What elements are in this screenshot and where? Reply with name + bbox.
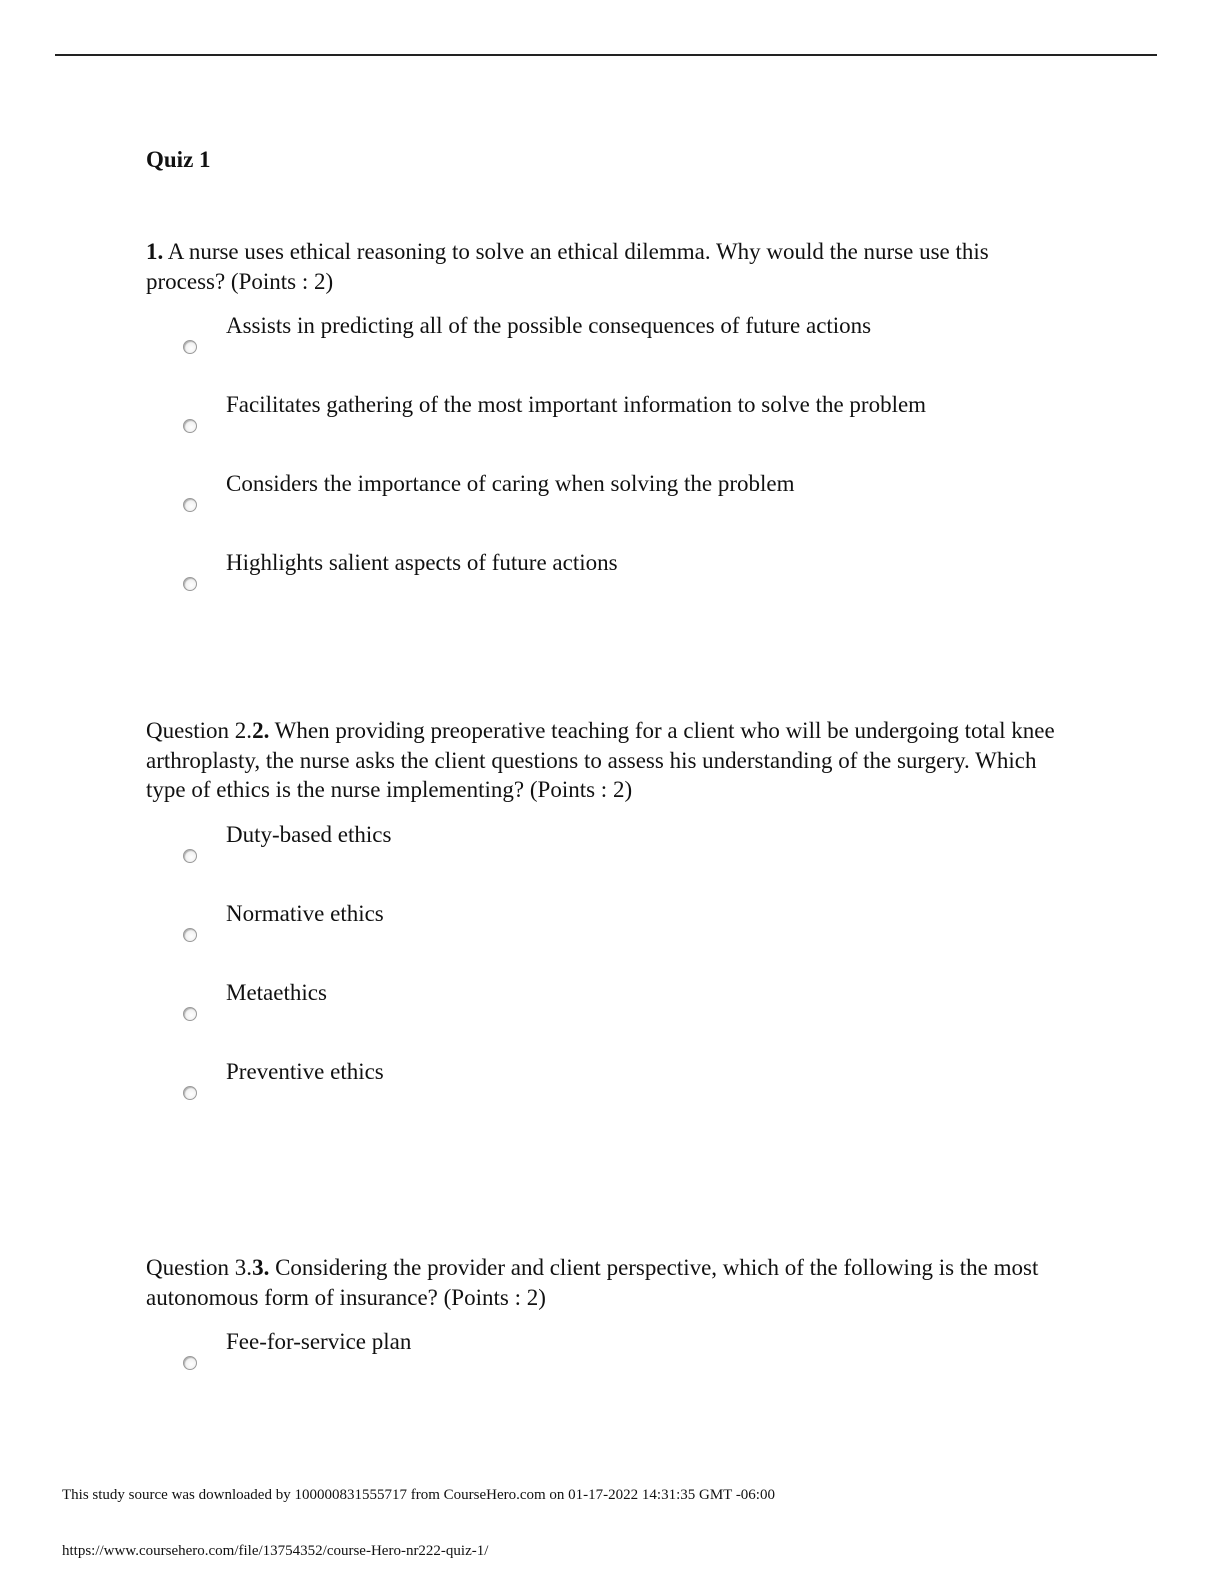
question-2 [146,716,1066,1136]
answer-option[interactable] [146,469,1066,548]
radio-button[interactable] [183,849,197,863]
answer-option-label: Normative ethics [226,900,384,926]
quiz-title: Quiz 1 [146,147,211,172]
answer-option[interactable] [146,1327,1066,1406]
question-3-stem [146,1253,1066,1312]
answer-options [146,820,1066,1136]
question-number: 2. [252,718,270,743]
answer-option[interactable] [146,899,1066,978]
answer-option[interactable] [146,548,1066,627]
source-url: https://www.coursehero.com/file/13754352/course-Hero-nr222-quiz-1/ [62,1543,489,1559]
answer-option-label: Preventive ethics [226,1058,384,1084]
answer-option-label: Fee-for-service plan [226,1329,412,1354]
answer-option[interactable] [146,820,1066,899]
answer-options [146,1327,1066,1406]
answer-option[interactable] [146,978,1066,1057]
radio-button[interactable] [183,1356,197,1370]
question-text: Considering the provider and client perspective, which of the following is the most autonomous form of insurance? (Points : 2) [146,1255,1039,1310]
question-3 [146,1253,1066,1406]
answer-option-label: Assists in predicting all of the possible consequences of future actions [226,313,872,338]
radio-button[interactable] [183,419,197,433]
question-2-stem [146,716,1066,805]
answer-options [146,311,1066,627]
radio-button[interactable] [183,498,197,512]
answer-option[interactable] [146,311,1066,390]
answer-option[interactable] [146,1057,1066,1136]
answer-option[interactable] [146,390,1066,469]
radio-button[interactable] [183,340,197,354]
answer-option-label: Facilitates gathering of the most important information to solve the problem [226,392,927,417]
top-divider [55,54,1157,56]
question-text: A nurse uses ethical reasoning to solve an ethical dilemma. Why would the nurse use this process? (Points : 2) [146,239,989,294]
radio-button[interactable] [183,1007,197,1021]
question-prefix: Question 2. [146,718,253,743]
radio-button[interactable] [183,928,197,942]
question-number: 3. [252,1255,270,1280]
answer-option-label: Duty-based ethics [226,821,392,847]
radio-button[interactable] [183,1086,197,1100]
question-text: When providing preoperative teaching for a client who will be undergoing total knee arthroplasty, the nurse asks the client questions to assess his understanding of the surgery. Which type of ethics is the nurse implementing? (Points : 2) [146,718,1055,802]
question-1-stem [146,237,1066,296]
question-prefix: Question 3. [146,1255,253,1280]
answer-option-label: Metaethics [226,979,327,1005]
download-source-note: This study source was downloaded by 100000831555717 from CourseHero.com on 01-17-2022 14:31:35 GMT -06:00 [62,1487,775,1503]
radio-button[interactable] [183,577,197,591]
answer-option-label: Highlights salient aspects of future actions [226,550,618,575]
question-number: 1. [146,239,164,264]
answer-option-label: Considers the importance of caring when solving the problem [226,471,795,496]
question-1 [146,237,1066,627]
